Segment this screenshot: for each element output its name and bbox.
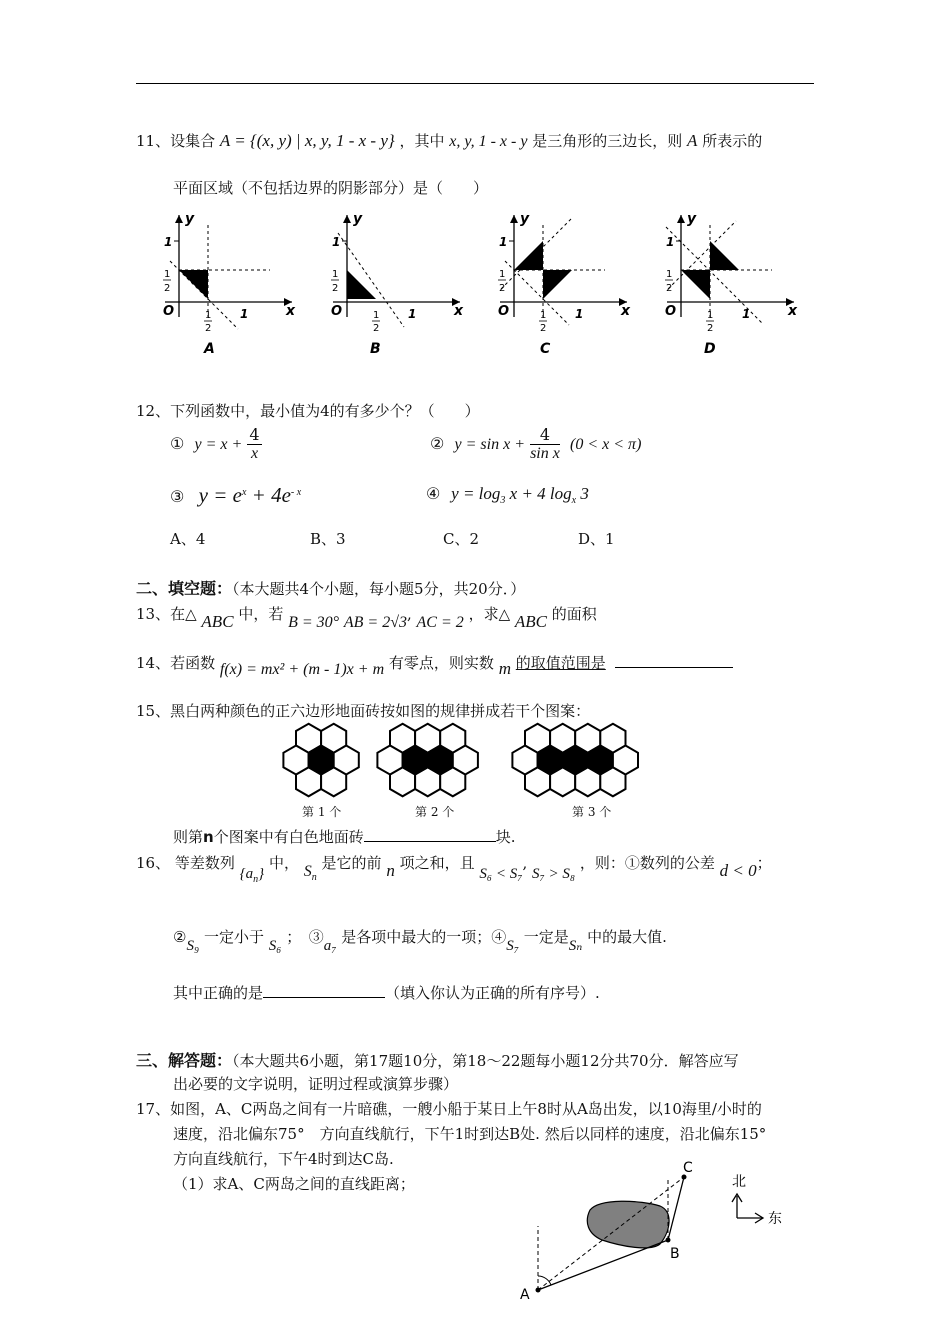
- q16-answer-blank[interactable]: [263, 983, 385, 998]
- graph-d-xhalf-num: 1: [707, 310, 714, 321]
- q12-f2: ② y = sin x + $\frac{4}{\text{sin x}}$ (0 < x < π): [430, 425, 642, 462]
- q13: 13、在△ ABC 中，若 B = 30° AB = 2√3, AC = 2 ，求△ ABC 的面积: [136, 605, 597, 631]
- graph-b-shade: [347, 270, 376, 299]
- graph-a-x-label: x: [286, 303, 296, 319]
- graph-b-x-one: 1: [408, 307, 417, 321]
- white-hex-tile: [283, 746, 308, 775]
- black-hex-tile: [588, 746, 613, 775]
- reef-shape: [587, 1201, 669, 1248]
- graph-d-x-label: x: [788, 303, 798, 319]
- q12-option-b: B、3: [310, 530, 346, 548]
- graph-d-xhalf-den: 2: [707, 323, 714, 334]
- graph-b-xhalf-den: 2: [373, 323, 380, 334]
- q12-stem: 12、下列函数中，最小值为4的有多少个？（ ）: [136, 402, 480, 420]
- graph-d-y-label: y: [687, 211, 697, 227]
- label-a: A: [520, 1287, 530, 1303]
- bc-route: [668, 1177, 684, 1240]
- graph-b-origin: O: [331, 304, 343, 319]
- q15-answer-blank[interactable]: [364, 827, 496, 842]
- q15-caption-2: 第 2 个: [415, 805, 455, 819]
- graph-b-xhalf-num: 1: [373, 310, 380, 321]
- graph-a-letter: A: [204, 341, 215, 357]
- label-b: B: [670, 1246, 680, 1262]
- graph-a-half-num: 1: [164, 269, 171, 280]
- angle-arc: [538, 1276, 551, 1285]
- q17-line4: （1）求A、C两岛之间的直线距离；: [173, 1175, 415, 1193]
- graph-a-shade: [179, 270, 208, 299]
- graph-d-letter: D: [704, 341, 716, 357]
- q14-answer-blank[interactable]: [615, 653, 733, 668]
- graph-d-shade-right: [710, 241, 739, 270]
- white-hex-tile: [613, 746, 638, 775]
- graph-a-origin: O: [163, 304, 175, 319]
- q15-stem: 15、黑白两种颜色的正六边形地面砖按如图的规律拼成若干个图案：: [136, 702, 591, 720]
- black-hex-tile: [563, 746, 588, 775]
- q15-caption-3: 第 3 个: [572, 805, 612, 819]
- graph-a-xhalf-num: 1: [205, 310, 212, 321]
- graph-a-y-arrow: [175, 215, 183, 223]
- white-hex-tile: [377, 746, 402, 775]
- label-c: C: [683, 1160, 693, 1176]
- graph-d-origin: O: [665, 304, 677, 319]
- q16-line1: 16、 等差数列 $\{a_n\}$ 中， $S_n$ 是它的前 n 项之和，且 S₆ < S₇, S₇ > S₈ ，则：①数列的公差 d < 0；: [136, 854, 772, 885]
- graph-d-tick-one: 1: [666, 235, 675, 249]
- black-hex-tile: [403, 746, 428, 775]
- q11-line1: 11、设集合 A = {(x, y) | x, y, 1 - x - y} ，其中 x, y, 1 - x - y 是三角形的三边长，则 A 所表示的: [136, 131, 763, 150]
- section-2-heading: 二、填空题：（本大题共4个小题，每小题5分，共20分．）: [136, 579, 526, 598]
- graph-b-y-label: y: [353, 211, 363, 227]
- graph-b-tick-one: 1: [332, 235, 341, 249]
- graph-d-half-num: 1: [666, 269, 673, 280]
- q12-option-c: C、2: [443, 530, 480, 548]
- graph-c-y-label: y: [520, 211, 530, 227]
- graph-c-half-num: 1: [499, 269, 506, 280]
- graph-c-x-label: x: [621, 303, 631, 319]
- graph-c-shade-top: [514, 241, 543, 270]
- point-b: [666, 1238, 671, 1243]
- graph-c-xhalf-den: 2: [540, 323, 547, 334]
- graph-c-xhalf-num: 1: [540, 310, 547, 321]
- white-hex-tile: [512, 746, 537, 775]
- q16-line3: 其中正确的是 （填入你认为正确的所有序号）.: [173, 984, 600, 1002]
- graph-c-origin: O: [498, 304, 510, 319]
- q17-figure: [510, 1160, 800, 1340]
- graph-a-half-den: 2: [164, 283, 171, 294]
- point-a: [536, 1288, 541, 1293]
- graph-a-xhalf-den: 2: [205, 323, 212, 334]
- graph-d-shade-left: [681, 270, 710, 299]
- section-3-heading: 三、解答题：（本大题共6小题，第17题10分，第18～22题每小题12分共70分．解答应写: [136, 1051, 739, 1070]
- graph-a: [163, 211, 296, 357]
- graph-d-half-den: 2: [666, 283, 673, 294]
- q12-option-a: A、4: [170, 530, 206, 548]
- white-hex-tile: [334, 746, 359, 775]
- graph-d-x-one: 1: [742, 307, 751, 321]
- graph-b-half-num: 1: [332, 269, 339, 280]
- graph-b-x-label: x: [454, 303, 464, 319]
- q12-f4: ④ $y = \log_3 x + 4$ $\log_x 3$: [426, 484, 589, 506]
- graph-c-half-den: 2: [499, 283, 506, 294]
- ab-route: [538, 1240, 668, 1290]
- graph-c-letter: C: [540, 341, 551, 357]
- q17-line1: 17、如图，A、C两岛之间有一片暗礁，一艘小船于某日上午8时从A岛出发，以10海里/小时的: [136, 1100, 762, 1118]
- q11-graphs: [160, 205, 800, 363]
- label-north: 北: [732, 1174, 746, 1190]
- black-hex-tile: [309, 746, 334, 775]
- graph-d: [665, 211, 798, 357]
- q16-line2: ②S₉ 一定小于 S₆ ； ③a₇ 是各项中最大的一项；④S₇ 一定是Sₙ 中的最大值.: [173, 928, 667, 954]
- graph-c-tick-one: 1: [499, 235, 508, 249]
- q15-caption-1: 第 1 个: [302, 805, 342, 819]
- q17-line2: 速度，沿北偏东75° 方向直线航行，下午1时到达B处. 然后以同样的速度，沿北偏东15°: [173, 1125, 767, 1143]
- graph-a-tick-one: 1: [164, 235, 173, 249]
- graph-c-x-one: 1: [575, 307, 584, 321]
- graph-a-y-label: y: [185, 211, 195, 227]
- graph-b-half-den: 2: [332, 283, 339, 294]
- label-east: 东: [768, 1211, 782, 1227]
- header-rule: [136, 83, 814, 84]
- graph-c: [498, 211, 631, 357]
- graph-b-letter: B: [370, 341, 381, 357]
- q12-f1: ① y = x + $\frac{4}{x}$: [170, 425, 260, 462]
- graph-c-shade-bottom: [543, 270, 572, 299]
- q15-line2: 则第n个图案中有白色地面砖 块.: [173, 828, 516, 846]
- q12-option-d: D、1: [578, 530, 615, 548]
- q17-line3: 方向直线航行，下午4时到达C岛.: [173, 1150, 394, 1168]
- q11-line2: 平面区域（不包括边界的阴影部分）是（ ）: [173, 179, 489, 197]
- q14: 14、若函数 f(x) = mx² + (m - 1)x + m 有零点，则实数 m 的取值范围是: [136, 652, 733, 673]
- section-3-note2: 出必要的文字说明，证明过程或演算步骤）: [173, 1075, 459, 1093]
- graph-b: [331, 211, 464, 357]
- black-hex-tile: [538, 746, 563, 775]
- white-hex-tile: [453, 746, 478, 775]
- graph-a-x-one: 1: [240, 307, 249, 321]
- q12-f3: ③ $y = e^x + 4e^{- x}$: [170, 483, 302, 507]
- black-hex-tile: [428, 746, 453, 775]
